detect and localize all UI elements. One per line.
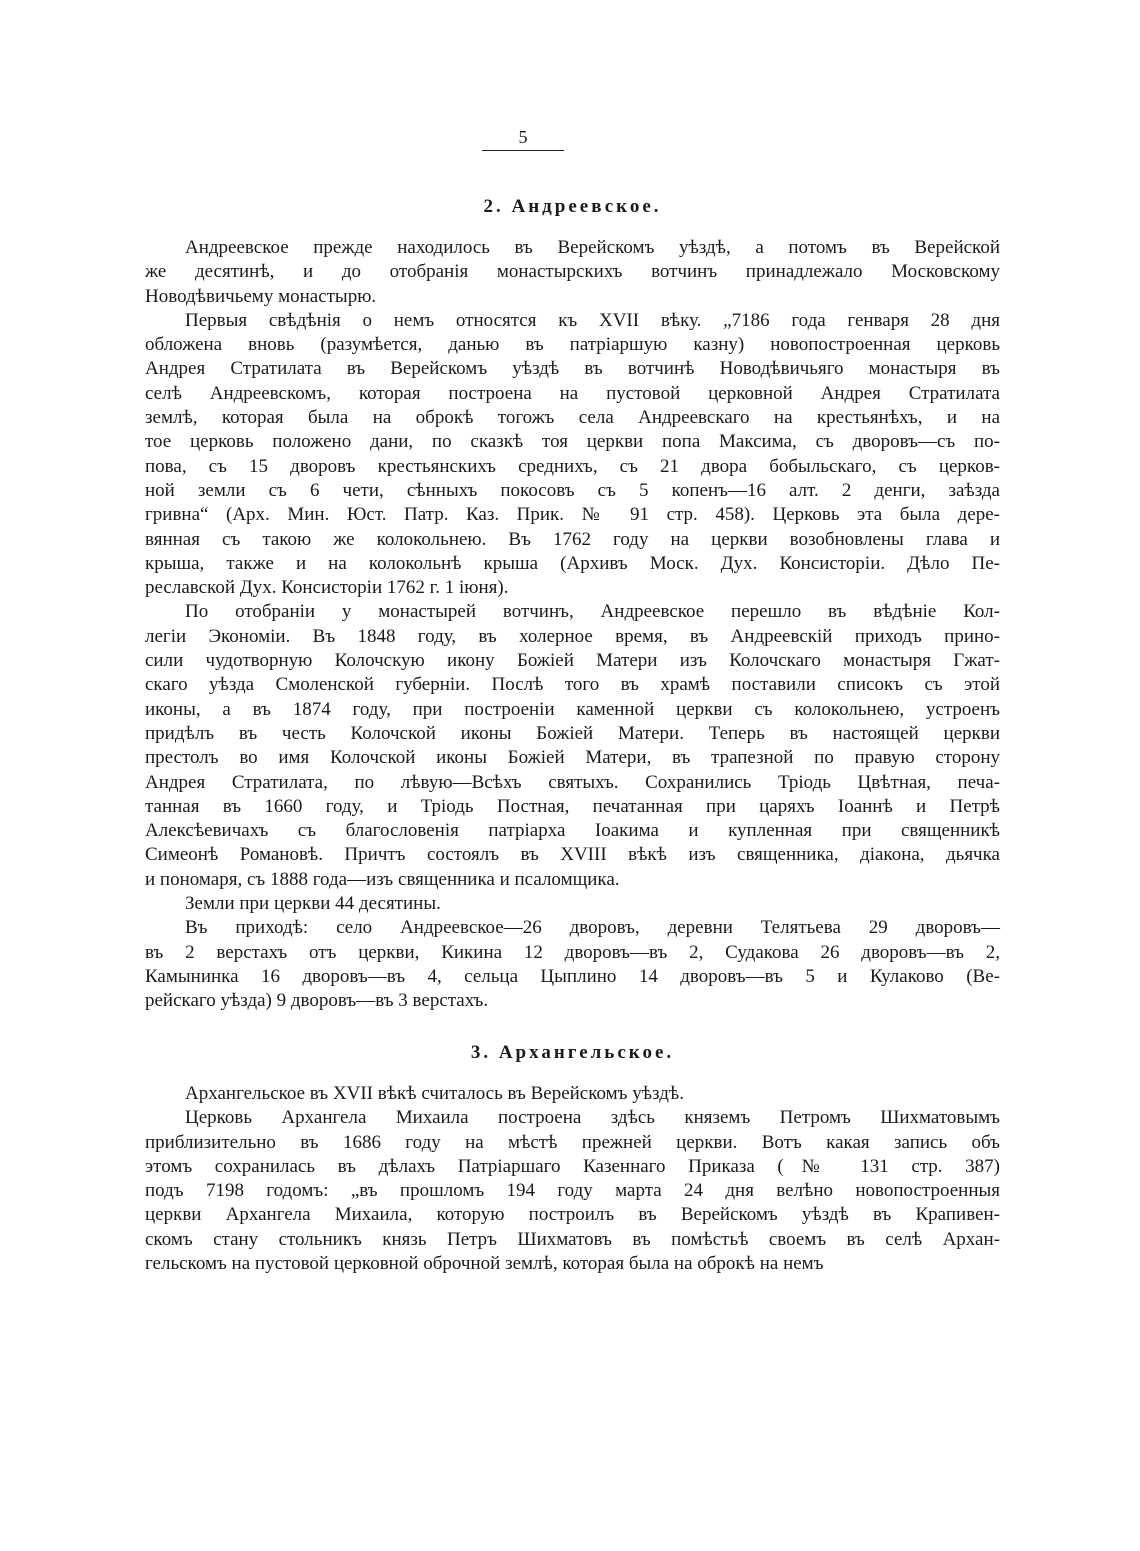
text-line: Въ приходѣ: село Андреевское—26 дворовъ, деревни Телятьева 29 дворовъ— — [185, 917, 1000, 939]
text-line: гривна“ (Арх. Мин. Юст. Патр. Каз. Прик. № 91 стр. 458). Церковь эта была дере- — [145, 504, 1000, 526]
paragraph — [145, 236, 1000, 309]
text-line: въ 2 верстахъ отъ церкви, Кикина 12 дворовъ—въ 2, Судакова 26 дворовъ—въ 2, — [145, 941, 1000, 963]
text-line: танная въ 1660 году, и Тріодь Постная, печатанная при царяхъ Іоаннѣ и Петрѣ — [145, 795, 1000, 817]
text-line: ной земли съ 6 чети, сѣнныхъ покосовъ съ 5 копенъ—16 алт. 2 денги, заѣзда — [145, 479, 1000, 501]
text-line: Симеонѣ Романовѣ. Причтъ состоялъ въ XVIII вѣкѣ изъ священника, діакона, дьячка — [145, 844, 1000, 866]
section-body-andreevskoe — [145, 236, 1000, 1014]
text-line: Первыя свѣдѣнія о немъ относятся къ XVII вѣку. „7186 года генваря 28 дня — [185, 309, 1000, 331]
text-line: этомъ сохранилась въ дѣлахъ Патріаршаго Казеннаго Приказа (№ 131 стр. 387) — [145, 1155, 1000, 1177]
text-line: Андрея Стратилата въ Верейскомъ уѣздѣ въ вотчинѣ Новодѣвичьяго монастыря въ — [145, 358, 1000, 380]
text-line: Андреевское прежде находилось въ Верейскомъ уѣздѣ, а потомъ въ Верейской — [185, 237, 1000, 258]
text-line: рейскаго уѣзда) 9 дворовъ—въ 3 верстахъ. — [145, 990, 489, 1012]
text-line: придѣлъ въ честь Колочской иконы Божіей Матери. Теперь въ настоящей церкви — [145, 722, 1000, 744]
section-title: 2. Андреевское. — [483, 196, 662, 217]
text-line: землѣ, которая была на оброкѣ тогожъ села Андреевскаго на крестьянѣхъ, и на — [145, 407, 1000, 429]
paragraph — [145, 600, 1000, 892]
text-line: подъ 7198 годомъ: „въ прошломъ 194 году марта 24 дня велѣно новопостроенныя — [145, 1180, 1000, 1202]
text-line: Архангельское въ XVII вѣкѣ считалось въ Верейскомъ уѣздѣ. — [185, 1083, 684, 1104]
text-line: гельскомъ на пустовой церковной оброчной землѣ, которая была на оброкѣ на немъ — [145, 1253, 824, 1275]
text-line: обложена вновь (разумѣется, данью въ патріаршую казну) новопостроенная церковь — [145, 334, 1000, 356]
text-line: тое церковь положено дани, по сказкѣ тоя церкви попа Максима, съ дворовъ—съ по- — [145, 431, 1000, 453]
text-line: Новодѣвичьему монастырю. — [145, 285, 377, 307]
section-body-arkhangelskoe — [145, 1082, 1000, 1276]
text-line: иконы, а въ 1874 году, при построеніи каменной церкви съ колокольнею, устроенъ — [145, 698, 1000, 720]
paragraph — [145, 1106, 1000, 1276]
section-title: 3. Архангельское. — [470, 1042, 675, 1063]
text-line: легіи Экономіи. Въ 1848 году, въ холерное время, въ Андреевскій приходъ прино- — [145, 625, 1000, 647]
text-line: сили чудотворную Колочскую икону Божіей Матери изъ Колочскаго монастыря Гжат- — [145, 650, 1000, 672]
text-line: же десятинѣ, и до отобранія монастырскихъ вотчинъ принадлежало Московскому — [145, 261, 1000, 283]
text-line: вянная съ такою же колокольнею. Въ 1762 году на церкви возобновлены глава и — [145, 528, 1000, 550]
text-line: скаго уѣзда Смоленской губерніи. Послѣ того въ храмѣ поставили списокъ съ этой — [145, 674, 1000, 696]
text-line: Алексѣевичахъ съ благословенія патріарха Іоакима и купленная при священникѣ — [145, 820, 1000, 842]
paragraph — [145, 892, 1000, 916]
text-line: Андрея Стратилата, по лѣвую—Всѣхъ святыхъ. Сохранились Тріодь Цвѣтная, печа- — [145, 771, 1000, 793]
text-line: и пономаря, съ 1888 года—изъ священника и псаломщика. — [145, 868, 620, 890]
paragraph — [145, 309, 1000, 601]
paragraph — [145, 916, 1000, 1013]
page-number: 5 — [482, 127, 564, 151]
text-line: церкви Архангела Михаила, которую построилъ въ Верейскомъ уѣздѣ въ Крапивен- — [145, 1204, 1000, 1226]
text-line: По отобраніи у монастырей вотчинъ, Андреевское перешло въ вѣдѣніе Кол- — [185, 601, 1000, 623]
text-line: престолъ во имя Колочской иконы Божіей Матери, въ трапезной по правую сторону — [145, 747, 1000, 769]
text-line: Земли при церкви 44 десятины. — [185, 893, 441, 915]
paragraph — [145, 1082, 1000, 1106]
text-line: приблизительно въ 1686 году на мѣстѣ прежней церкви. Вотъ какая запись объ — [145, 1131, 1000, 1153]
text-line: Камынинка 16 дворовъ—въ 4, сельца Цыплино 14 дворовъ—въ 5 и Кулаково (Ве- — [145, 965, 1000, 987]
text-line: крыша, также и на колокольнѣ крыша (Архивъ Моск. Дух. Консисторіи. Дѣло Пе- — [145, 552, 1000, 574]
text-line: селѣ Андреевскомъ, которая построена на пустовой церковной Андрея Стратилата — [145, 382, 1000, 404]
text-line: пова, съ 15 дворовъ крестьянскихъ среднихъ, съ 21 двора бобыльскаго, съ церков- — [145, 455, 1000, 477]
text-line: Церковь Архангела Михаила построена здѣсь княземъ Петромъ Шихматовымъ — [185, 1107, 1000, 1129]
text-line: скомъ стану стольникъ князь Петръ Шихматовъ въ помѣстьѣ своемъ въ селѣ Архан- — [145, 1228, 1000, 1250]
text-line: реславской Дух. Консисторіи 1762 г. 1 іюня). — [145, 577, 509, 599]
